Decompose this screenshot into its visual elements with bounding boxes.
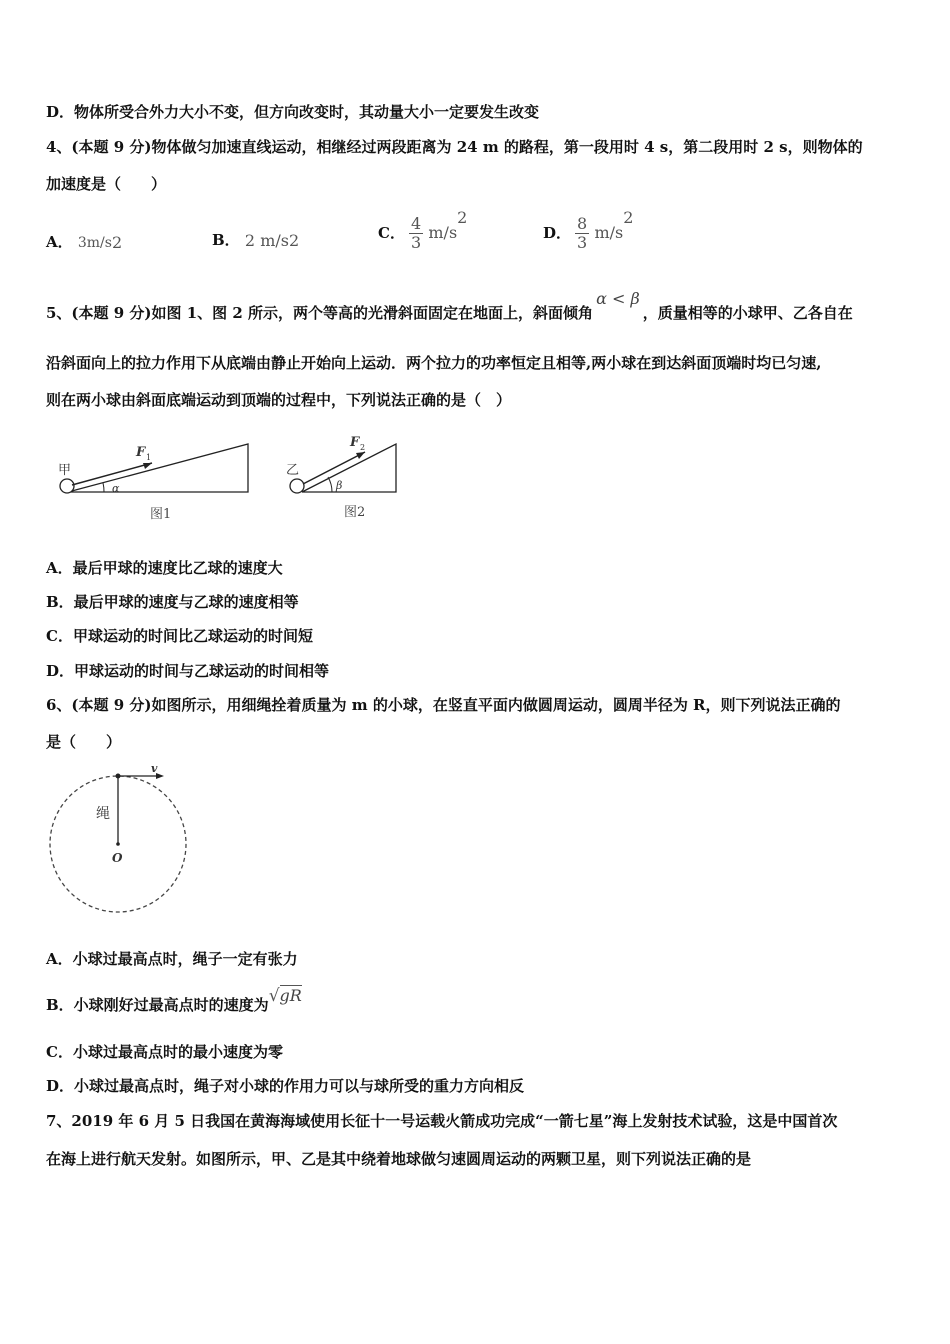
q4-option-d-unit: m/s (594, 223, 624, 242)
q4-stem-line1: 4、(本题 9 分)物体做匀加速直线运动，相继经过两段距离为 24 m 的路程，第一段用时 4 s，第二段用时 2 s，则物体的 (46, 138, 863, 156)
q4-option-c-fraction (409, 215, 423, 252)
ball-yi-label: 乙 (286, 463, 300, 478)
q5-option-c: C．甲球运动的时间比乙球运动的时间短 (46, 627, 313, 645)
figure-2-caption: 图2 (344, 505, 366, 520)
q4-option-c (378, 208, 467, 252)
q4-option-d-label: D． (543, 224, 572, 242)
q5-stem-line1-a: 5、(本题 9 分)如图 1、图 2 所示，两个等高的光滑斜面固定在地面上，斜面倾角 (46, 304, 594, 322)
force-f2-arrow (303, 452, 365, 484)
force-f2-label: F (350, 435, 360, 450)
sqrt-icon: √ (268, 986, 280, 1006)
center-point (116, 842, 120, 846)
force-f1-subscript: 1 (146, 453, 152, 462)
q5-stem-line3: 则在两小球由斜面底端运动到顶端的过程中，下列说法正确的是（ ） (46, 391, 512, 409)
q4-option-b (212, 230, 299, 251)
force-f1-arrowhead (143, 463, 152, 469)
force-f2-arrowhead (356, 452, 365, 459)
q5-option-d: D．甲球运动的时间与乙球运动的时间相等 (46, 662, 330, 680)
rope-label: 绳 (96, 806, 110, 822)
q5-stem-line1-b: ，质量相等的小球甲、乙各自在 (642, 304, 853, 322)
q5-option-b: B．最后甲球的速度与乙球的速度相等 (46, 593, 299, 611)
q4-option-c-denominator: 3 (410, 232, 422, 252)
center-label: O (112, 851, 123, 865)
q4-option-b-label: B． (212, 231, 240, 249)
q6-option-b-formula: gR (279, 986, 302, 1005)
q4-option-d-numerator: 8 (577, 213, 588, 233)
q6-figure (44, 760, 194, 920)
q4-option-b-exp: 2 (288, 231, 300, 250)
incline-2-triangle (302, 444, 396, 492)
q6-stem-line2: 是（ ） (46, 733, 122, 751)
angle-beta-label: β (336, 479, 343, 492)
incline-1-triangle (68, 444, 248, 492)
velocity-label: v (151, 762, 158, 775)
q4-option-c-numerator: 4 (410, 213, 422, 233)
q4-option-a (46, 232, 122, 253)
q5-stem-line1 (46, 289, 853, 323)
q6-option-b (46, 986, 302, 1015)
q4-option-d-fraction (575, 215, 589, 252)
incline-2 (286, 435, 396, 520)
ball-yi (290, 479, 304, 493)
q6-option-c: C．小球过最高点时的最小速度为零 (46, 1043, 283, 1061)
q7-stem-line2: 在海上进行航天发射。如图所示，甲、乙是其中绕着地球做匀速圆周运动的两颗卫星，则下列说法正确的是 (46, 1150, 752, 1168)
q4-option-d-denominator: 3 (577, 232, 588, 252)
q4-option-c-unit: m/s (428, 223, 458, 242)
ball-jia-label: 甲 (58, 463, 72, 478)
q5-figure (50, 430, 410, 530)
q4-option-a-label: A． (46, 233, 73, 251)
q6-option-b-text: B．小球刚好过最高点时的速度为 (46, 996, 269, 1014)
q6-option-d: D．小球过最高点时，绳子对小球的作用力可以与球所受的重力方向相反 (46, 1077, 525, 1095)
q4-option-d-exp: 2 (623, 208, 634, 227)
q7-stem-line1: 7、2019 年 6 月 5 日我国在黄海海域使用长征十一号运载火箭成功完成“一箭七星”海上发射技术试验，这是中国首次 (46, 1112, 838, 1130)
q6-option-a: A．小球过最高点时，绳子一定有张力 (46, 950, 298, 968)
q4-option-a-value: 3m/s (77, 235, 112, 251)
q6-stem-line1: 6、(本题 9 分)如图所示，用细绳拴着质量为 m 的小球，在竖直平面内做圆周运动，圆周半径为 R，则下列说法正确的 (46, 696, 841, 714)
q4-option-a-exp: 2 (111, 233, 123, 252)
q4-option-c-label: C． (378, 224, 405, 242)
figure-1-caption: 图1 (150, 507, 172, 522)
force-f1-label: F (136, 445, 146, 460)
q3-option-d: D．物体所受合外力大小不变，但方向改变时，其动量大小一定要发生改变 (46, 103, 540, 121)
q5-angle-inequality: α < β (596, 289, 640, 308)
q5-option-a: A．最后甲球的速度比乙球的速度大 (46, 559, 283, 577)
force-f2-subscript: 2 (360, 443, 366, 452)
angle-alpha-label: α (112, 482, 120, 495)
q5-stem-line2: 沿斜面向上的拉力作用下从底端由静止开始向上运动．两个拉力的功率恒定且相等,两小球在到达斜面顶端时均已匀速, (46, 354, 822, 372)
q4-option-c-exp: 2 (457, 208, 468, 227)
ball-jia (60, 479, 74, 493)
q4-stem-line2: 加速度是（ ） (46, 175, 167, 193)
q4-option-d (543, 208, 633, 252)
angle-beta-arc (328, 477, 332, 492)
q4-option-b-value: 2 m/s (244, 231, 289, 250)
incline-1 (58, 444, 248, 522)
angle-alpha-arc (103, 483, 104, 492)
